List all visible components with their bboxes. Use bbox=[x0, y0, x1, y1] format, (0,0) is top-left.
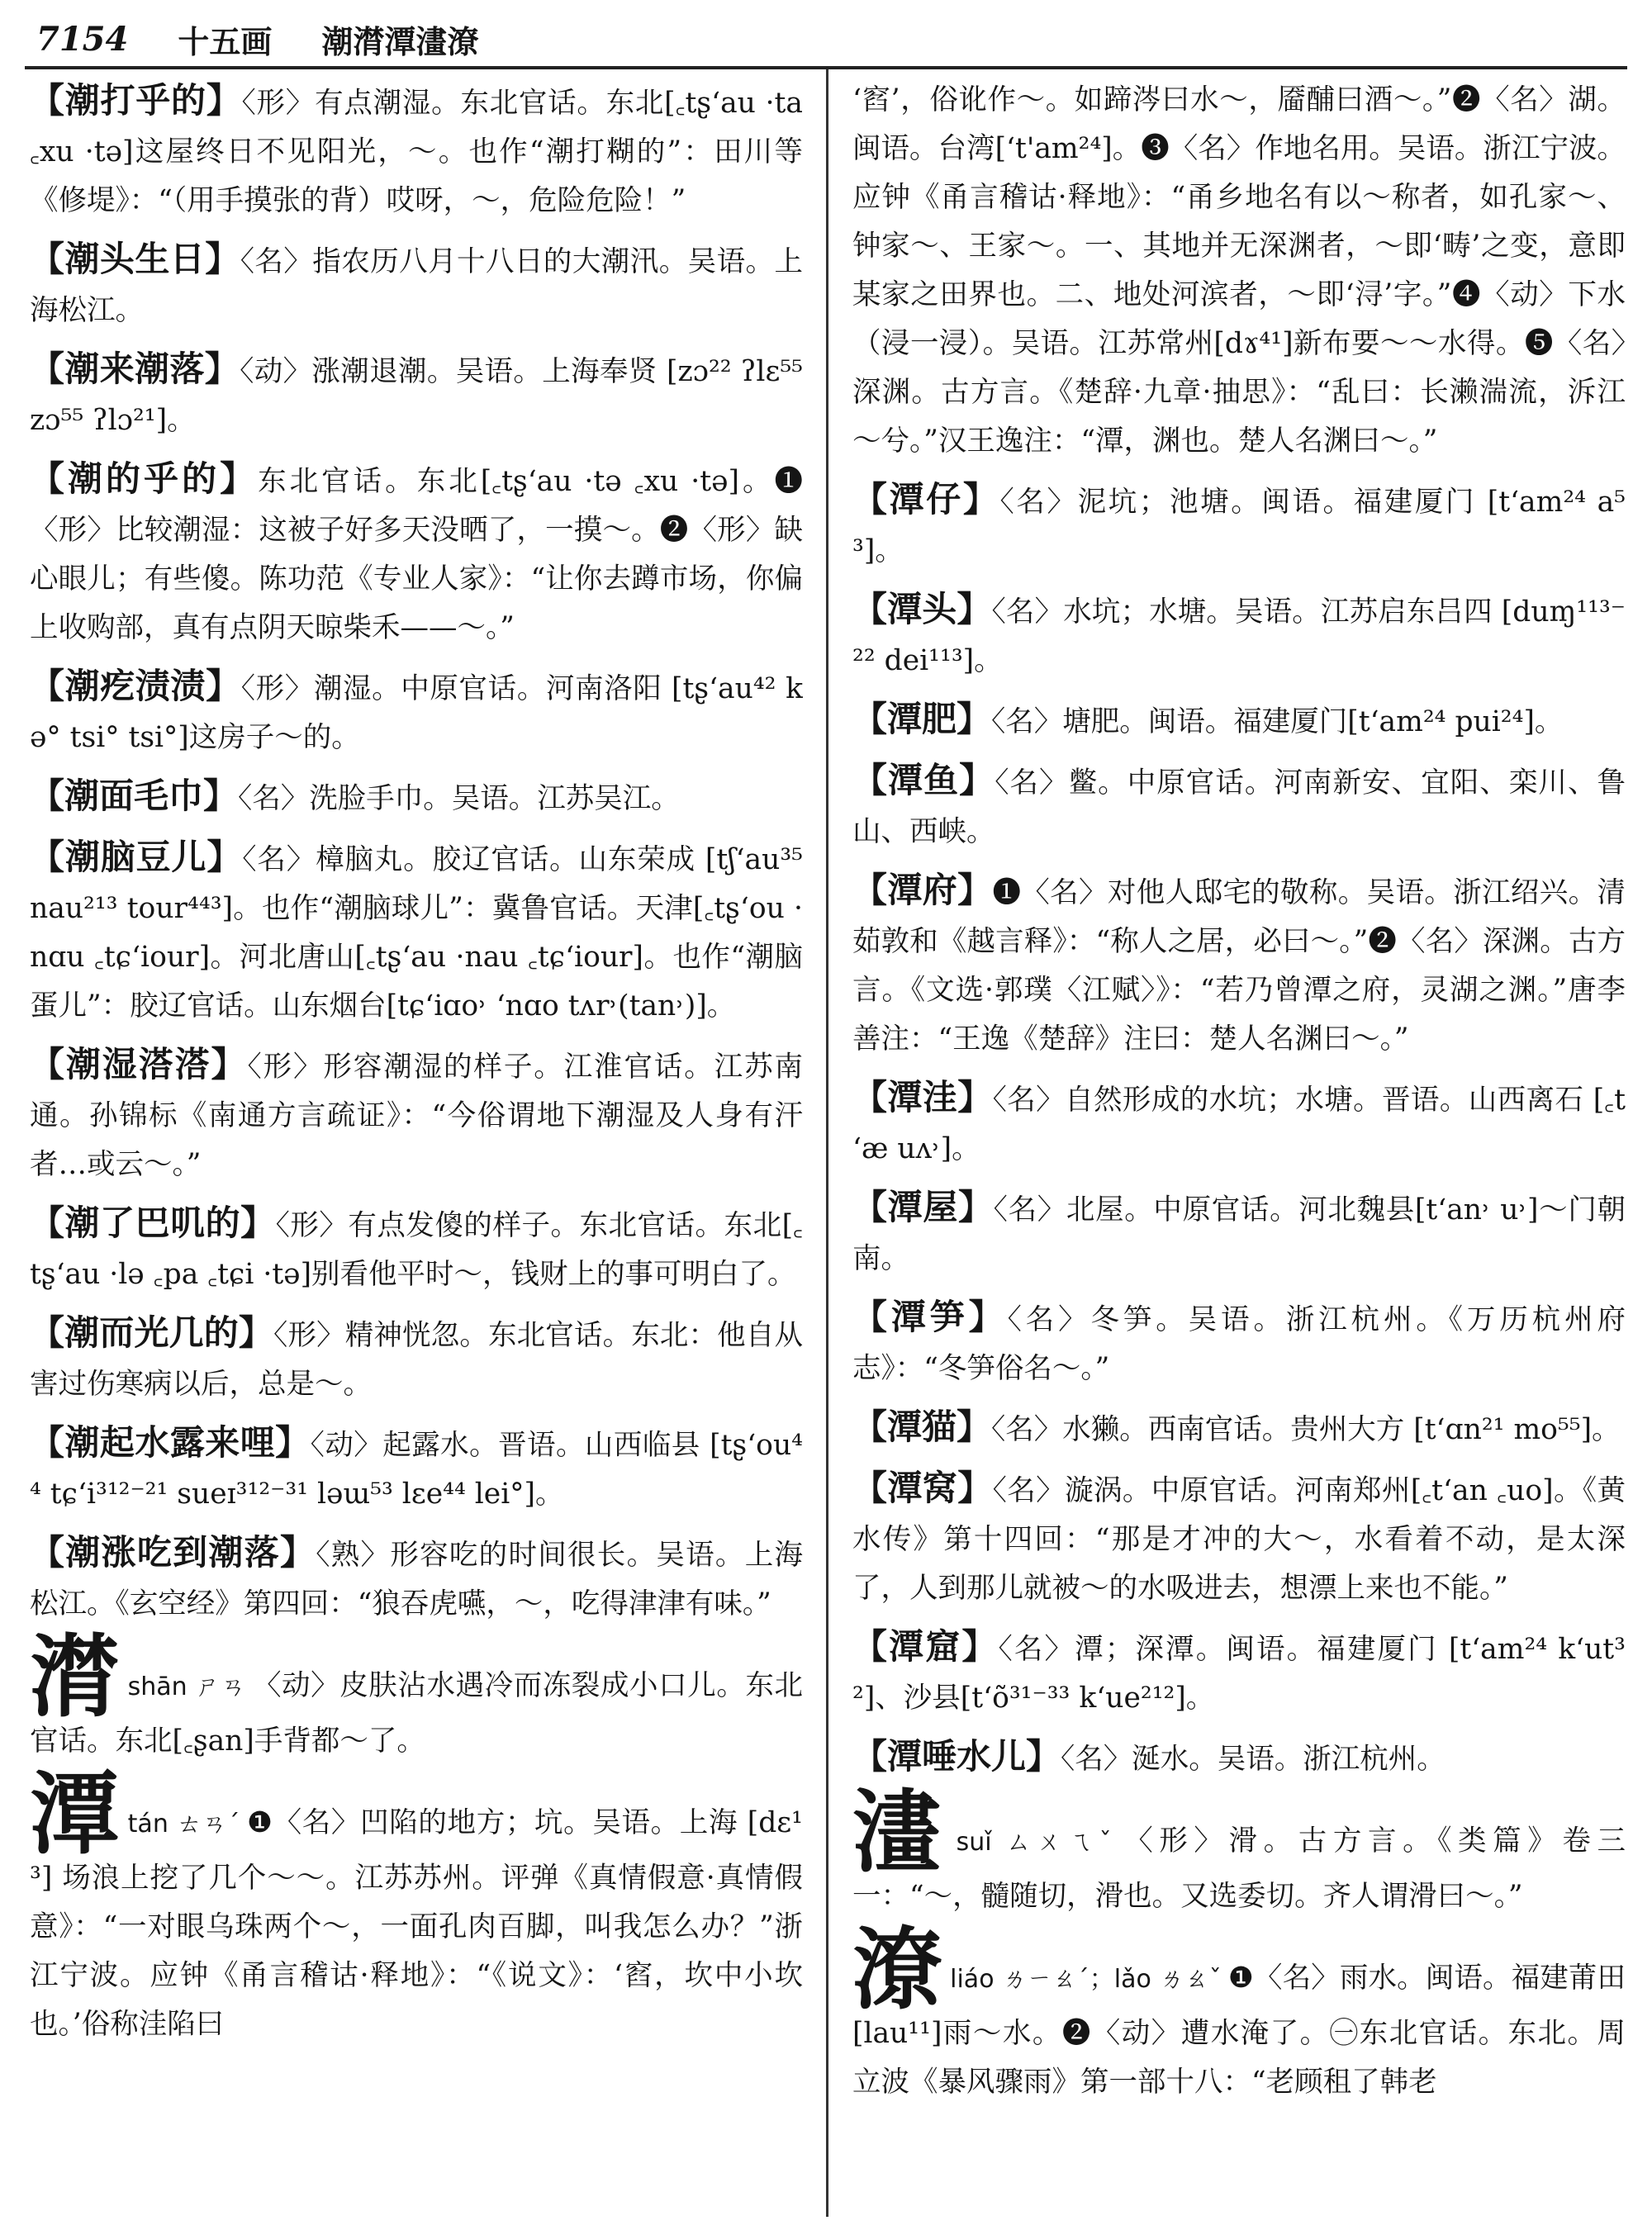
character-entry bbox=[852, 1781, 1626, 1921]
word-entry bbox=[30, 235, 803, 335]
entry-continuation: ‘窞’，俗讹作～。如蹄涔曰水～，靥酺曰酒～。”❷〈名〉湖。闽语。台湾[ʻt'am²⁴]。❸〈名〉作地名用。吴语。浙江宁波。应钟《甬言稽诂·释地》：“甬乡地名有以～称者，如孔家～、钟家～、王家～。一、其地并无深渊者，～即‘畴’之变，意即某家之田界也。二、地处河滨者，～即‘浔’字。”❹〈动〉下水（浸一浸）。吴语。江苏常州[dɤ⁴¹]新布要～～水得。❺〈名〉深渊。古方言。《楚辞·九章·抽思》：“乱曰：长濑湍流，泝江～兮。”汉王逸注：“潭，渊也。楚人名渊曰～。” bbox=[852, 83, 1626, 458]
word-entry bbox=[852, 1732, 1626, 1784]
definition: ❶〈名〉雨水。闽语。福建莆田[lau¹¹]雨～水。❷〈动〉遭水淹了。㊀东北官话。东北。周立波《暴风骤雨》第一部十八：“老顾租了韩老 bbox=[852, 1962, 1626, 2099]
pronunciation: suǐ ㄙㄨㄟˇ bbox=[956, 1828, 1118, 1857]
definition: 〈形〉滑。古方言。《类篇》卷三一：“～，髓随切，滑也。又选委切。齐人谓滑曰～。” bbox=[852, 1824, 1626, 1913]
definition: 〈名〉自然形成的水坑；水塘。晋语。山西离石 [꜀tʻæ uʌ˒]。 bbox=[852, 1084, 1626, 1165]
headword: 【潭仔】 bbox=[852, 479, 1000, 520]
word-entry bbox=[852, 1073, 1626, 1174]
headword: 【潮来潮落】 bbox=[30, 349, 240, 389]
word-entry bbox=[852, 1293, 1626, 1393]
definition: 〈名〉樟脑丸。胶辽官话。山东荣成 [tʃʻau³⁵ nau²¹³ tour⁴⁴³]。也作“潮脑球儿”：冀鲁官话。天津[꜀tʂʻou ·nɑu ꜀tɕʻiour]。河北唐山[꜀tʂʻau ·nau ꜀tɕʻiour]。也作“潮脑蛋儿”：胶辽官话。山东烟台[tɕʻiɑo˒ ʻnɑo tʌr˒(tan˒)]。 bbox=[30, 843, 803, 1022]
word-entry bbox=[852, 866, 1626, 1064]
headword: 【潮脑豆儿】 bbox=[30, 837, 243, 877]
word-entry bbox=[30, 76, 803, 225]
definition: 〈动〉皮肤沾水遇冷而冻裂成小口儿。东北官话。东北[꜀ʂan]手背都～了。 bbox=[30, 1669, 803, 1758]
character-entry bbox=[30, 1625, 803, 1766]
definition: 〈名〉塘肥。闽语。福建厦门[tʻam²⁴ pui²⁴]。 bbox=[991, 705, 1564, 738]
headword: 【潮涨吃到潮落】 bbox=[30, 1532, 316, 1573]
definition: 东北官话。东北[꜀tʂʻau ·tə ꜀xu ·tə]。❶〈形〉比较潮湿：这被子好多天没晒了，一摸～。❷〈形〉缺心眼儿；有些傻。陈功范《专业人家》：“让你去蹲市场，你偏上收购部，真有点阴天晾柴禾——～。” bbox=[30, 465, 803, 644]
column-divider bbox=[826, 69, 828, 2217]
word-entry bbox=[30, 662, 803, 762]
headword: 【潭屋】 bbox=[852, 1187, 994, 1227]
word-entry bbox=[852, 1622, 1626, 1723]
definition: 〈动〉涨潮退潮。吴语。上海奉贤 [zɔ²² ʔlɛ⁵⁵ zɔ⁵⁵ ʔlɔ²¹]。 bbox=[30, 355, 803, 437]
word-entry bbox=[852, 695, 1626, 747]
headword: 【潮而光几的】 bbox=[30, 1312, 274, 1353]
definition: ❶〈名〉凹陷的地方；坑。吴语。上海 [dɛ¹³] 场浪上挖了几个～～。江苏苏州。评弹《真情假意·真情假意》：“一对眼乌珠两个～，一面孔肉百脚，叫我怎么办？”浙江宁波。应钟《甬言稽诂·释地》：“《说文》：‘窞，坎中小坎也。’俗称洼陷曰 bbox=[30, 1806, 803, 2041]
definition: 〈动〉起露水。晋语。山西临县 [tʂʻou⁴⁴ tɕʻi³¹²⁻²¹ sueɪ³¹²⁻³¹ ləɯ⁵³ lɛe⁴⁴ lei°]。 bbox=[30, 1429, 803, 1511]
word-entry bbox=[30, 344, 803, 445]
headword: 【潭肥】 bbox=[852, 699, 992, 739]
headword: 【潭头】 bbox=[852, 589, 992, 629]
left-column bbox=[30, 76, 803, 2223]
word-entry bbox=[30, 1198, 803, 1299]
definition: 〈名〉涎水。吴语。浙江杭州。 bbox=[1061, 1743, 1446, 1776]
head-character: 澅 bbox=[852, 1781, 948, 1885]
headword: 【潭窟】 bbox=[852, 1626, 999, 1667]
definition: 〈熟〉形容吃的时间很长。吴语。上海松江。《玄空经》第四回：“狼吞虎嚥，～，吃得津津有味。” bbox=[30, 1539, 803, 1620]
headword: 【潭笋】 bbox=[852, 1297, 1008, 1337]
definition: 〈名〉指农历八月十八日的大潮汛。吴语。上海松江。 bbox=[30, 245, 803, 327]
word-entry bbox=[30, 1308, 803, 1409]
definition: 〈形〉有点发傻的样子。东北官话。东北[꜀tʂʻau ·lə ꜀pa ꜀tɕi ·tə]别看他平时～，钱财上的事可明白了。 bbox=[30, 1209, 803, 1291]
word-entry bbox=[852, 1183, 1626, 1283]
headword: 【潭窝】 bbox=[852, 1468, 993, 1508]
headword: 【潭府】 bbox=[852, 870, 993, 910]
head-character: 潸 bbox=[30, 1625, 120, 1729]
word-entry bbox=[30, 833, 803, 1031]
definition: 〈形〉精神恍忽。东北官话。东北：他自从害过伤寒病以后，总是～。 bbox=[30, 1319, 803, 1401]
definition: 〈名〉洗脸手巾。吴语。江苏吴江。 bbox=[238, 782, 680, 815]
word-entry bbox=[30, 1528, 803, 1629]
pronunciation: liáo ㄌㄧㄠˊ；lǎo ㄌㄠˇ bbox=[950, 1965, 1222, 1994]
definition: 〈名〉鳖。中原官话。河南新安、宜阳、栾川、鲁山、西峡。 bbox=[852, 766, 1626, 848]
guide-words: 潮潸潭澅潦 bbox=[321, 22, 479, 60]
headword: 【潭唾水儿】 bbox=[852, 1736, 1061, 1777]
word-entry bbox=[852, 1464, 1626, 1613]
headword: 【潮了巴叽的】 bbox=[30, 1203, 276, 1243]
definition: 〈名〉北屋。中原官话。河北魏县[tʻan˒ u˒]～门朝南。 bbox=[852, 1193, 1626, 1275]
headword: 【潮湿溚溚】 bbox=[30, 1044, 248, 1084]
right-column bbox=[852, 76, 1626, 2223]
page-header bbox=[36, 15, 1616, 63]
stroke-section: 十五画 bbox=[178, 22, 273, 60]
headword: 【潮起水露来哩】 bbox=[30, 1422, 311, 1463]
headword: 【潮疙渍渍】 bbox=[30, 666, 241, 706]
definition: 〈名〉漩涡。中原官话。河南郑州[꜀tʻan ꜀uo]。《黄水传》第十四回：“那是才冲的大～，水看着不动，是太深了，人到那儿就被～的水吸进去，想漂上来也不能。” bbox=[852, 1474, 1626, 1605]
definition: 〈名〉泥坑；池塘。闽语。福建厦门 [tʻam²⁴ a⁵³]。 bbox=[852, 486, 1626, 567]
word-entry bbox=[852, 585, 1626, 686]
definition: 〈形〉有点潮湿。东北官话。东北[꜀tʂʻau ·ta ꜀xu ·tə]这屋终日不见阳光，～。也作“潮打糊的”：田川等《修堤》：“（用手摸张的背）哎呀，～，危险危险！” bbox=[30, 87, 803, 217]
page-number: 7154 bbox=[36, 19, 129, 59]
word-entry bbox=[852, 756, 1626, 856]
headword: 【潭猫】 bbox=[852, 1407, 992, 1447]
headword: 【潮打乎的】 bbox=[30, 80, 242, 121]
word-entry bbox=[852, 1402, 1626, 1454]
definition: 〈名〉潭；深潭。闽语。福建厦门 [tʻam²⁴ kʻut³²]、沙县[tʻõ³¹⁻³³ kʻue²¹²]。 bbox=[852, 1633, 1626, 1715]
head-character: 潭 bbox=[30, 1763, 120, 1867]
pronunciation: tán ㄊㄢˊ bbox=[127, 1810, 240, 1839]
headword: 【潭洼】 bbox=[852, 1077, 993, 1117]
pronunciation: shān ㄕㄢ bbox=[127, 1672, 246, 1701]
headword: 【潭鱼】 bbox=[852, 760, 995, 800]
headword: 【潮头生日】 bbox=[30, 239, 240, 279]
word-entry bbox=[30, 1040, 803, 1189]
word-entry bbox=[30, 454, 803, 652]
definition: 〈名〉冬笋。吴语。浙江杭州。《万历杭州府志》：“冬笋俗名～。” bbox=[852, 1303, 1626, 1385]
word-entry bbox=[852, 475, 1626, 576]
headword: 【潮的乎的】 bbox=[30, 458, 259, 499]
definition: 〈形〉潮湿。中原官话。河南洛阳 [tʂʻau⁴² kə° tsi° tsi°]这房子～的。 bbox=[30, 672, 803, 754]
head-character: 潦 bbox=[852, 1918, 942, 2022]
character-entry bbox=[30, 1763, 803, 2049]
headword: 【潮面毛巾】 bbox=[30, 776, 239, 816]
word-entry bbox=[30, 1418, 803, 1519]
character-entry bbox=[852, 1918, 1626, 2107]
definition: ❶〈名〉对他人邸宅的敬称。吴语。浙江绍兴。清茹敦和《越言释》：“称人之居，必曰～。”❷〈名〉深渊。古方言。《文选·郭璞〈江赋〉》：“若乃曾潭之府，灵湖之渊。”唐李善注：“王逸《楚辞》注曰：楚人名渊曰～。” bbox=[852, 876, 1626, 1056]
definition: 〈名〉水獭。西南官话。贵州大方 [tʻɑn²¹ mo⁵⁵]。 bbox=[991, 1413, 1621, 1446]
definition: 〈形〉形容潮湿的样子。江淮官话。江苏南通。孙锦标《南通方言疏证》：“今俗谓地下潮湿及人身有汗者…或云～。” bbox=[30, 1051, 803, 1181]
definition: 〈名〉水坑；水塘。吴语。江苏启东吕四 [duɱ¹¹³⁻²² dei¹¹³]。 bbox=[852, 595, 1626, 677]
word-entry bbox=[30, 771, 803, 823]
